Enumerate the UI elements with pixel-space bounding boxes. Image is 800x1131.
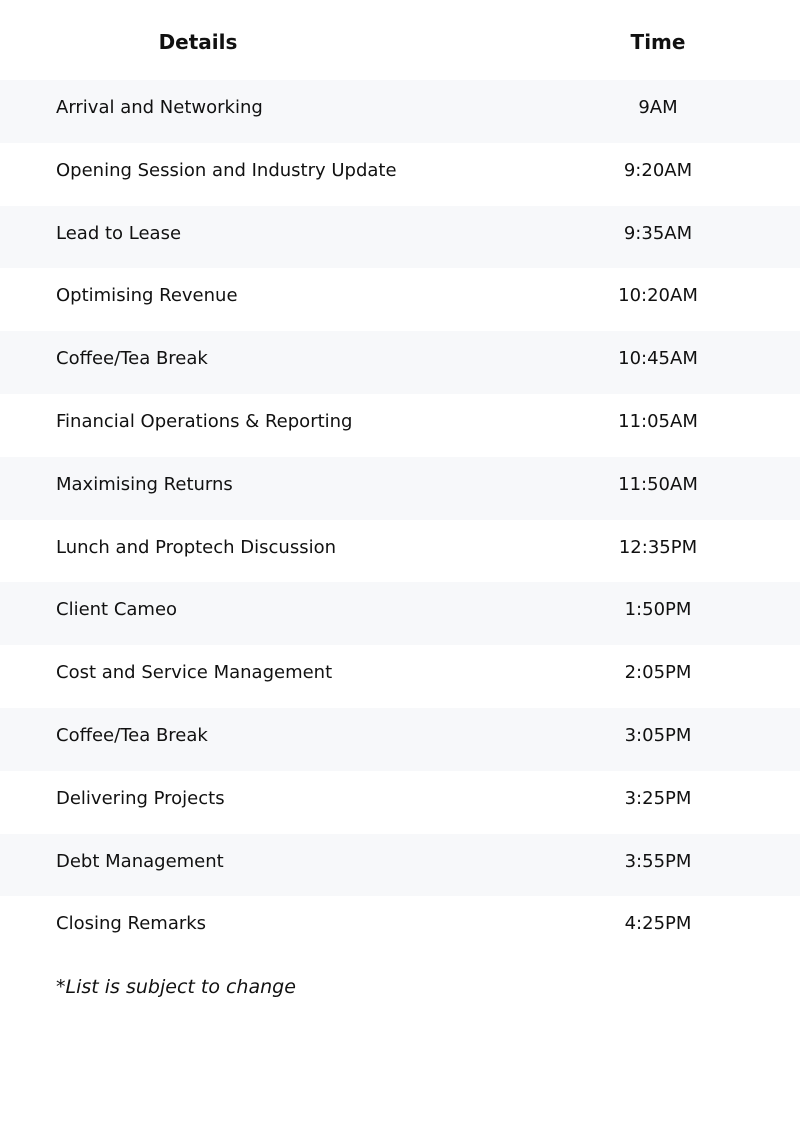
table-row [0, 582, 800, 645]
table-row [0, 268, 800, 331]
disclaimer-note: *List is subject to change [56, 976, 296, 998]
row-detail: Financial Operations & Reporting [56, 410, 353, 432]
row-time: 3:55PM [624, 850, 692, 872]
row-detail: Optimising Revenue [56, 285, 238, 307]
table-row [0, 645, 800, 708]
row-time: 11:05AM [618, 410, 698, 432]
row-detail: Debt Management [56, 850, 224, 872]
row-detail: Lunch and Proptech Discussion [56, 536, 337, 558]
table-row [0, 520, 800, 583]
row-detail: Lead to Lease [56, 222, 182, 244]
row-detail: Coffee/Tea Break [56, 724, 208, 746]
row-detail: Opening Session and Industry Update [56, 159, 397, 181]
row-time: 12:35PM [618, 536, 698, 558]
row-time: 9AM [638, 97, 678, 118]
row-detail: Closing Remarks [56, 913, 207, 935]
row-time: 3:05PM [624, 724, 692, 746]
column-header-details: Details [158, 30, 238, 54]
row-time: 9:20AM [623, 159, 693, 181]
schedule-table [0, 80, 800, 959]
row-detail: Maximising Returns [56, 473, 233, 495]
row-time: 10:45AM [618, 348, 698, 370]
row-detail: Arrival and Networking [56, 97, 263, 118]
row-detail: Client Cameo [56, 599, 178, 621]
table-row [0, 331, 800, 394]
row-detail: Cost and Service Management [56, 662, 333, 684]
table-row [0, 206, 800, 269]
row-time: 10:20AM [618, 285, 698, 307]
table-row [0, 771, 800, 834]
table-row [0, 708, 800, 771]
table-row [0, 143, 800, 206]
table-row [0, 394, 800, 457]
row-time: 11:50AM [618, 473, 698, 495]
row-time: 3:25PM [624, 787, 692, 809]
row-detail: Coffee/Tea Break [56, 348, 208, 370]
table-row [0, 896, 800, 959]
table-row [0, 80, 800, 143]
table-row [0, 834, 800, 897]
table-header [0, 0, 800, 80]
row-detail: Delivering Projects [56, 787, 225, 809]
table-row [0, 457, 800, 520]
row-time: 9:35AM [623, 222, 693, 244]
row-time: 2:05PM [624, 662, 692, 684]
row-time: 1:50PM [624, 599, 692, 621]
column-header-time: Time [630, 30, 686, 54]
row-time: 4:25PM [624, 913, 692, 935]
